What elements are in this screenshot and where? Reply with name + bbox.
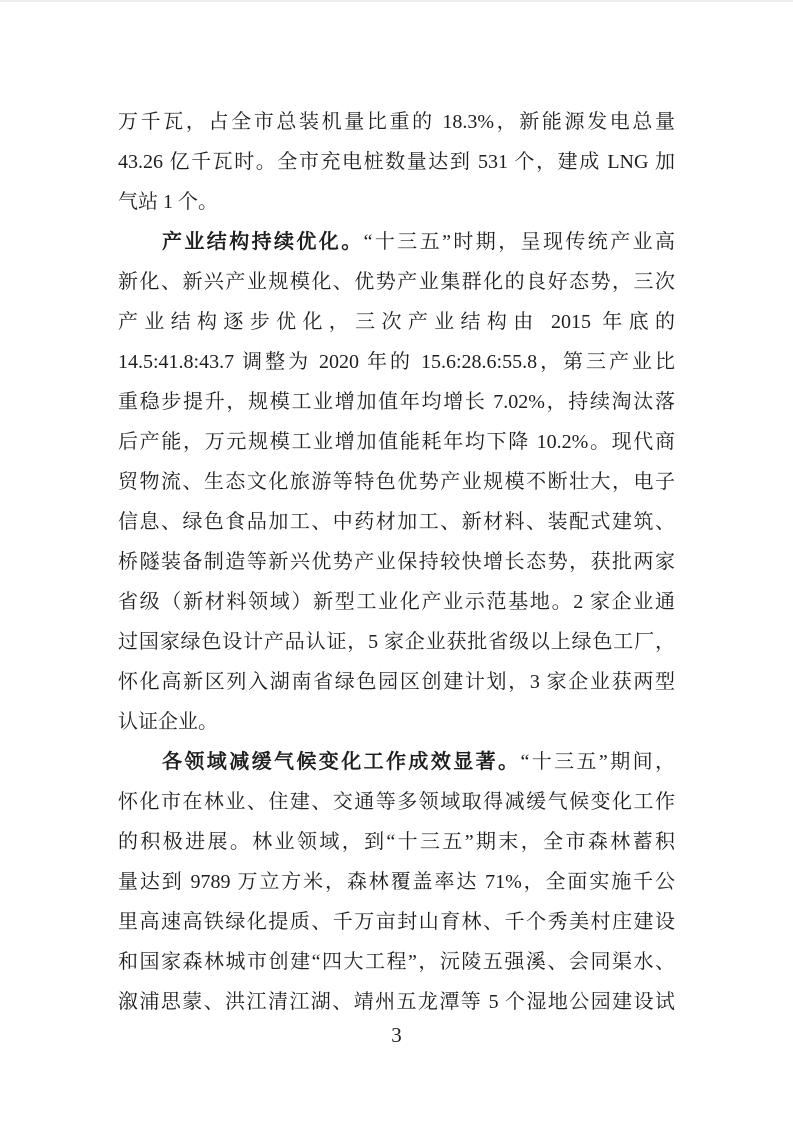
text-line: 量达到 9789 万立方米，森林覆盖率达 71%，全面实施千公 [118, 871, 675, 893]
text-line: 后产能，万元规模工业增加值能耗年均下降 10.2%。现代商 [118, 431, 675, 453]
text-line: 贸物流、生态文化旅游等特色优势产业规模不断壮大，电子 [118, 471, 675, 493]
text-line: 新化、新兴产业规模化、优势产业集群化的良好态势，三次 [118, 271, 675, 293]
text-line: 桥隧装备制造等新兴优势产业保持较快增长态势，获批两家 [118, 551, 675, 573]
text-line: 省级（新材料领域）新型工业化产业示范基地。2 家企业通 [118, 591, 675, 613]
text-line: 43.26 亿千瓦时。全市充电桩数量达到 531 个，建成 LNG 加 [118, 151, 675, 173]
paragraph [118, 742, 675, 1022]
text-span: “十三五”期间， [520, 751, 675, 773]
text-line: 的积极进展。林业领域，到“十三五”期末，全市森林蓄积 [118, 831, 675, 853]
paragraph [118, 102, 675, 222]
text-line: 气站 1 个。 [118, 191, 218, 213]
paragraph-lead-bold: 各领域减缓气候变化工作成效显著。 [162, 751, 521, 773]
text-span: “十三五”时期，呈现传统产业高 [363, 231, 675, 253]
text-line: 过国家绿色设计产品认证，5 家企业获批省级以上绿色工厂， [118, 631, 675, 653]
scan-edge-artifact [0, 0, 793, 2]
text-line: 重稳步提升，规模工业增加值年均增长 7.02%，持续淘汰落 [118, 391, 675, 413]
text-line: 认证企业。 [118, 711, 218, 733]
text-line: 14.5:41.8:43.7 调整为 2020 年的 15.6:28.6:55.8，第三产业比 [118, 351, 675, 373]
text-line: 溆浦思蒙、洪江清江湖、靖州五龙潭等 5 个湿地公园建设试 [118, 991, 675, 1013]
text-line: 怀化高新区列入湖南省绿色园区创建计划，3 家企业获两型 [118, 671, 675, 693]
text-line [118, 742, 675, 782]
paragraph-lead-bold: 产业结构持续优化。 [162, 231, 364, 253]
paragraph [118, 222, 675, 742]
text-block [118, 102, 675, 1022]
text-line: 产业结构逐步优化，三次产业结构由 2015 年底的 [118, 311, 675, 333]
text-line: 信息、绿色食品加工、中药材加工、新材料、装配式建筑、 [118, 511, 675, 533]
text-line: 和国家森林城市创建“四大工程”，沅陵五强溪、会同渠水、 [118, 951, 675, 973]
text-line: 怀化市在林业、住建、交通等多领域取得减缓气候变化工作 [118, 791, 675, 813]
text-line [118, 222, 675, 262]
page-number: 3 [391, 1023, 402, 1047]
text-line: 里高速高铁绿化提质、千万亩封山育林、千个秀美村庄建设 [118, 911, 675, 933]
text-line: 万千瓦，占全市总装机量比重的 18.3%，新能源发电总量 [118, 111, 675, 133]
